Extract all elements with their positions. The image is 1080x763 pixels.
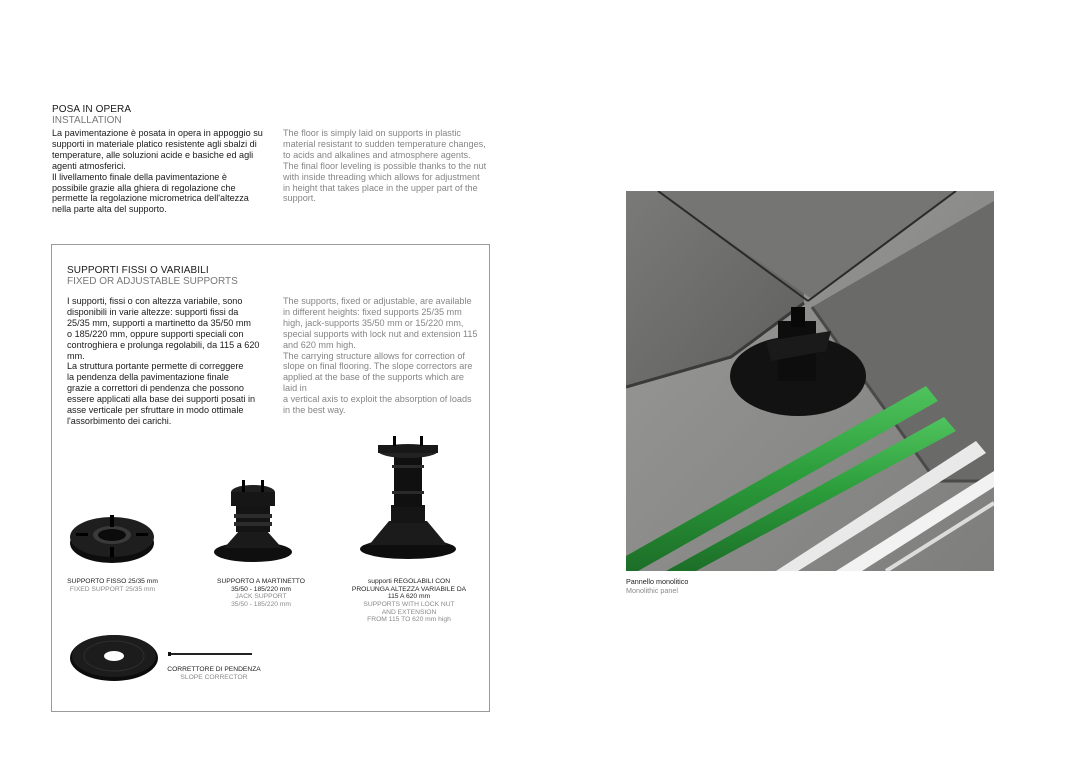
supports-title-en: FIXED OR ADJUSTABLE SUPPORTS (67, 276, 238, 287)
slope-corrector-caption-it: CORRETTORE DI PENDENZA (167, 666, 261, 673)
fixed-support-caption-en: FIXED SUPPORT 25/35 mm (69, 586, 156, 593)
installation-text-en: The floor is simply laid on supports in plastic material resistant to sudden temperature changes, to acids and alkalines and atmosphere agents. The final floor leveling is possible thanks to the nut with inside threading which allows for adjustment in height that takes place in the upper part of the support. (283, 128, 487, 204)
supports-title-it: SUPPORTI FISSI O VARIABILI (67, 265, 209, 276)
jack-support-caption-en: JACK SUPPORT 35/50 - 185/220 mm (231, 593, 291, 608)
fixed-support-image (68, 505, 156, 567)
slope-corrector-disc-image (68, 632, 160, 682)
photo-caption-en: Monolithic panel (626, 586, 678, 595)
supports-text-en: The supports, fixed or adjustable, are available in different heights: fixed supports 25/35 mm high, jack-supports 35/50 mm or 15/220 mm, special supports with lock nut and extension 115 and 620 mm high. The carrying structure allows for correction of slope on final flooring. The slope correctors are applied at the base of the supports which are laid in a vertical axis to exploit the absorption of loads in the best way. (283, 296, 478, 416)
installation-text-it: La pavimentazione è posata in opera in appoggio su supporti in materiale platico resistente agli sbalzi di temperature, alle soluzioni acide e basiche ed agli agenti atmosferici. Il livellamento finale della pavimentazione è possibile grazie alla ghiera di regolazione che permette la regolazione micrometrica dell'altezza nella parte alta del supporto. (52, 128, 263, 215)
monolithic-panel-photo (626, 191, 994, 571)
jack-support-image (212, 478, 294, 564)
supports-text-it: I supporti, fissi o con altezza variabile, sono disponibili in varie altezze: supporti fissi da 25/35 mm, supporti a martinetto da 35/50 mm o 185/220 mm, oppure supporti speciali con controghiera e prolunga regolabili, da 115 a 620 mm. La struttura portante permette di correggere la pendenza della pavimentazione finale grazie a correttori di pendenza che possono essere applicati alla base dei supporti posati in asse verticale per sfruttare in modo ottimale l'assorbimento dei carichi. (67, 296, 260, 426)
adjustable-support-caption-en: SUPPORTS WITH LOCK NUT AND EXTENSION FROM 115 TO 620 mm high (363, 601, 455, 624)
photo-caption-it: Pannello monolitico (626, 577, 689, 586)
slope-corrector-caption-en: SLOPE CORRECTOR (180, 674, 248, 681)
installation-title-en: INSTALLATION (52, 115, 122, 126)
installation-title-it: POSA IN OPERA (52, 104, 132, 115)
fixed-support-caption-it: SUPPORTO FISSO 25/35 mm (67, 578, 158, 585)
slope-corrector-strip-image (168, 650, 254, 658)
adjustable-support-image (357, 435, 459, 561)
jack-support-caption-it: SUPPORTO A MARTINETTO 35/50 - 185/220 mm (217, 578, 305, 593)
adjustable-support-caption-it: supporti REGOLABILI CON PROLUNGA ALTEZZA VARIABILE DA 115 A 620 mm (351, 578, 467, 601)
